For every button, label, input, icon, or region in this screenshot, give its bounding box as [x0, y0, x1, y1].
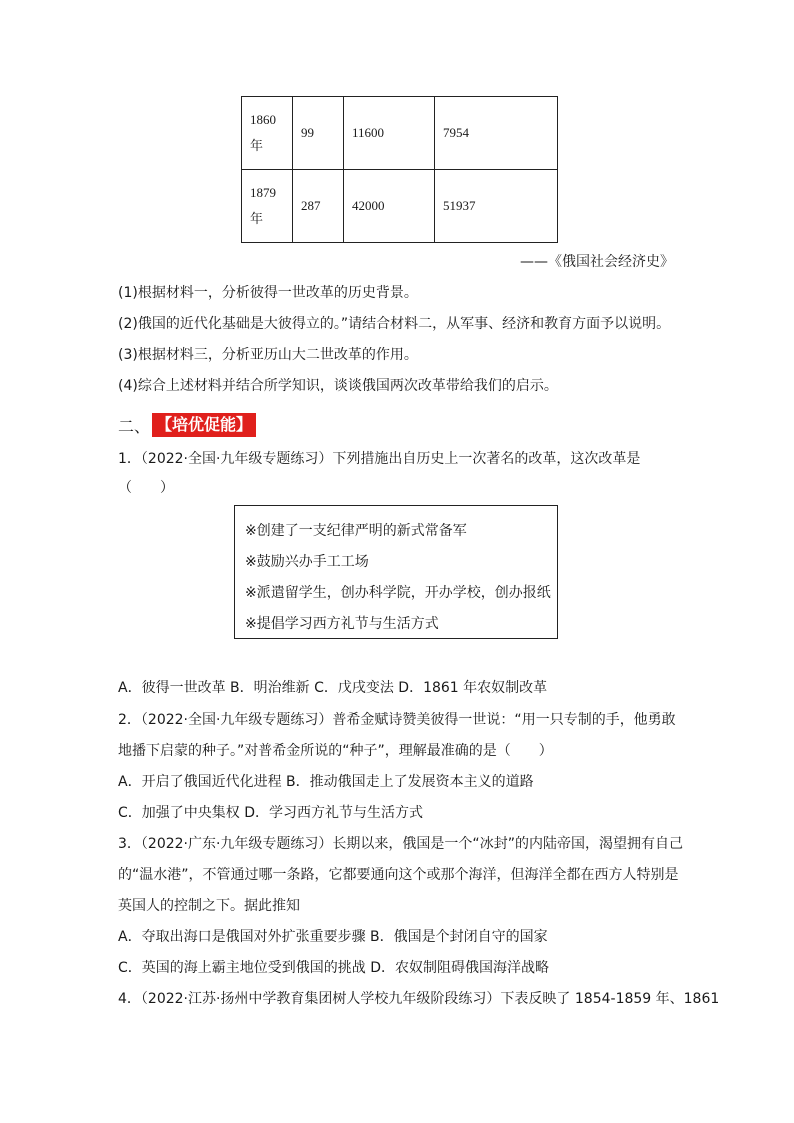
- question-stem: 2．（2022·全国·九年级专题练习）普希金赋诗赞美彼得一世说：“用一只专制的手，他勇敢: [118, 712, 676, 728]
- list-item: ※创建了一支纪律严明的新式常备军: [245, 523, 467, 539]
- table-cell: 1879 年: [242, 170, 293, 243]
- table-cell: 11600: [344, 97, 435, 170]
- measures-box: [234, 505, 558, 639]
- table-cell: 99: [293, 97, 344, 170]
- list-item: ※鼓励兴办手工工场: [245, 554, 369, 570]
- question-options: A．夺取出海口是俄国对外扩张重要步骤 B．俄国是个封闭自守的国家: [118, 929, 548, 945]
- question-options: C．英国的海上霸主地位受到俄国的挑战 D．农奴制阻碍俄国海洋战略: [118, 960, 550, 976]
- question-stem: 3．（2022·广东·九年级专题练习）长期以来，俄国是一个“冰封”的内陆帝国，渴望拥有自己: [118, 836, 683, 852]
- question-stem: 的“温水港”，不管通过哪一条路，它都要通向这个或那个海洋，但海洋全都在西方人特别是: [118, 867, 679, 883]
- question-stem: 英国人的控制之下。据此推知: [118, 898, 300, 914]
- table-row: [242, 97, 558, 170]
- question-line: (1)根据材料一，分析彼得一世改革的历史背景。: [118, 285, 418, 301]
- table-cell: 1860 年: [242, 97, 293, 170]
- section-number: 二、: [118, 416, 151, 436]
- question-stem: 地播下启蒙的种子。”对普希金所说的“种子”，理解最准确的是（ ）: [118, 743, 553, 759]
- question-line: (2)俄国的近代化基础是大彼得立的。”请结合材料二，从军事、经济和教育方面予以说明。: [118, 316, 671, 332]
- question-line: (3)根据材料三，分析亚历山大二世改革的作用。: [118, 347, 418, 363]
- list-item: ※提倡学习西方礼节与生活方式: [245, 616, 439, 632]
- data-table: [241, 96, 558, 243]
- table-cell: 287: [293, 170, 344, 243]
- table-cell: 51937: [435, 170, 558, 243]
- question-line: (4)综合上述材料并结合所学知识，谈谈俄国两次改革带给我们的启示。: [118, 378, 558, 394]
- question-stem: 4．（2022·江苏·扬州中学教育集团树人学校九年级阶段练习）下表反映了 1854-1859 年、1861: [118, 991, 720, 1007]
- table-cell: 7954: [435, 97, 558, 170]
- answer-paren: （ ）: [118, 480, 174, 496]
- table-cell: 42000: [344, 170, 435, 243]
- table-row: [242, 170, 558, 243]
- question-stem: 1．（2022·全国·九年级专题练习）下列措施出自历史上一次著名的改革，这次改革是: [118, 451, 641, 467]
- list-item: ※派遣留学生，创办科学院，开办学校，创办报纸: [245, 585, 551, 601]
- section-title-badge: 【培优促能】: [152, 413, 256, 437]
- question-options: A．开启了俄国近代化进程 B．推动俄国走上了发展资本主义的道路: [118, 774, 534, 790]
- source-citation: ——《俄国社会经济史》: [520, 254, 674, 270]
- section-heading: [118, 413, 256, 437]
- question-options: C．加强了中央集权 D．学习西方礼节与生活方式: [118, 805, 424, 821]
- question-options: A．彼得一世改革 B．明治维新 C．戊戌变法 D．1861 年农奴制改革: [118, 680, 548, 696]
